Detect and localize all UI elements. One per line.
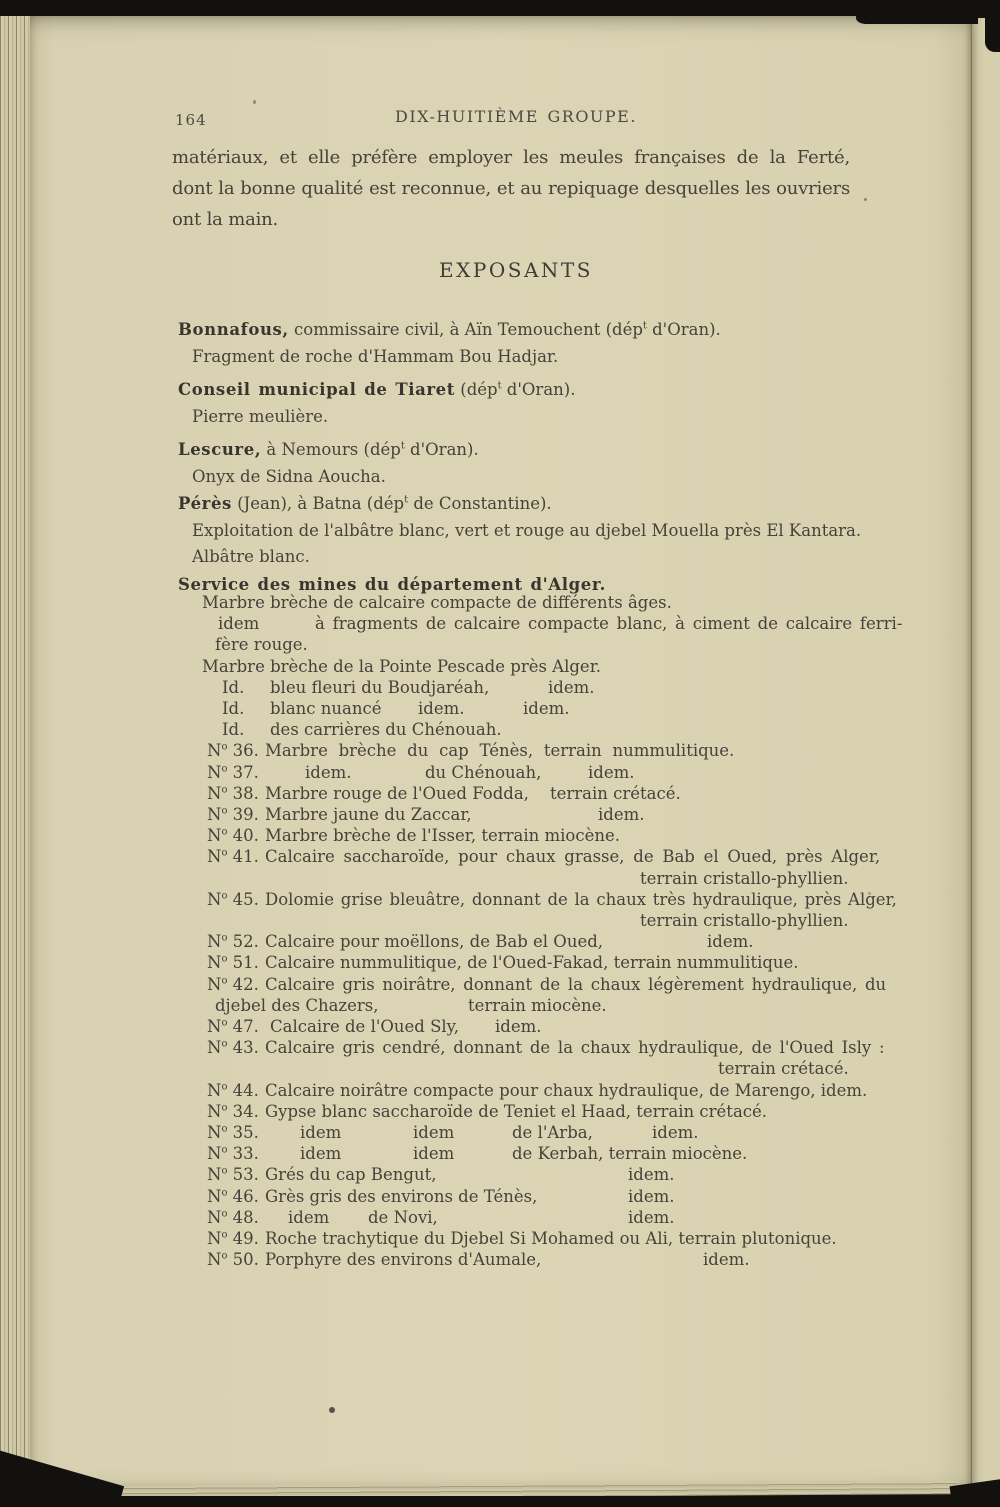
specimen-line <box>180 825 890 846</box>
line-segment: djebel des Chazers, <box>215 995 379 1015</box>
specimen-line <box>180 1207 890 1228</box>
exhibitor-info: (Jean), à Batna (dép$^t$ de Constantine). <box>231 494 552 513</box>
paragraph-line: dont la bonne qualité est reconnue, et au repiquage desquelles les ouvriers <box>172 178 850 199</box>
specimen-line <box>180 952 890 973</box>
mineral-specimen-list <box>180 592 903 1292</box>
line-segment: Calcaire noirâtre compacte pour chaux hydraulique, de Marengo, idem. <box>265 1080 868 1100</box>
line-segment: $N^o$ 42. <box>207 974 259 994</box>
next-page-edge <box>972 18 1000 1492</box>
ink-speck <box>864 198 867 201</box>
line-segment: idem. <box>707 932 754 952</box>
line-segment: de Novi, <box>368 1207 438 1227</box>
exhibitor-name: Lescure, <box>178 440 262 459</box>
line-segment: terrain cristallo-phyllien. <box>640 868 849 888</box>
ink-speck <box>253 100 256 104</box>
line-segment: idem. <box>703 1250 750 1270</box>
specimen-line <box>180 846 890 867</box>
line-segment: idem. <box>628 1165 675 1185</box>
line-segment: fère rouge. <box>215 635 308 655</box>
specimen-line <box>180 592 890 613</box>
line-segment: bleu fleuri du Boudjaréah, <box>270 677 490 697</box>
line-segment: Calcaire gris cendré, donnant de la chaux hydraulique, de l'Oued Isly : <box>265 1038 885 1058</box>
exhibitor-heading <box>178 377 575 404</box>
specimen-line <box>180 1186 890 1207</box>
line-segment: $N^o$ 35. <box>207 1123 259 1142</box>
exhibitor-heading <box>178 317 721 344</box>
exhibit-item: Exploitation de l'albâtre blanc, vert et rouge au djebel Mouella près El Kantara. <box>192 520 862 540</box>
line-segment: Roche trachytique du Djebel Si Mohamed ou Ali, terrain plutonique. <box>265 1229 837 1248</box>
exhibitor-name: Bonnafous, <box>178 320 289 339</box>
line-segment: $N^o$ 33. <box>207 1144 259 1164</box>
line-segment: Id. <box>222 677 245 697</box>
line-segment: $N^o$ 48. <box>207 1207 259 1227</box>
line-segment: $N^o$ 46. <box>207 1186 259 1206</box>
specimen-line <box>180 1080 890 1101</box>
line-segment: terrain crétacé. <box>550 783 681 803</box>
line-segment: idem. <box>305 762 352 782</box>
line-segment: $N^o$ 39. <box>207 805 259 824</box>
ink-speck <box>329 1407 335 1413</box>
line-segment: $N^o$ 47. <box>207 1017 259 1036</box>
scanner-background-top-right <box>856 0 978 24</box>
line-segment: Id. <box>222 699 245 718</box>
running-header <box>150 107 882 126</box>
line-segment: idem <box>300 1123 342 1142</box>
intro-paragraph <box>172 142 850 235</box>
line-segment: idem <box>300 1144 342 1164</box>
line-segment: idem. <box>628 1186 675 1206</box>
specimen-line <box>180 719 890 740</box>
line-segment: idem. <box>523 699 570 718</box>
line-segment: Porphyre des environs d'Aumale, <box>265 1250 542 1270</box>
specimen-line <box>180 931 890 952</box>
line-segment: $N^o$ 43. <box>207 1038 259 1058</box>
line-segment: Grés du cap Bengut, <box>265 1165 437 1185</box>
exhibit-item: Fragment de roche d'Hammam Bou Hadjar. <box>192 346 559 366</box>
specimen-line <box>180 804 890 825</box>
line-segment: du Chénouah, <box>425 762 542 782</box>
specimen-line <box>180 783 890 804</box>
line-segment: idem. <box>588 762 635 782</box>
line-segment: Marbre brèche de calcaire compacte de différents âges. <box>202 593 672 612</box>
specimen-line <box>180 677 890 698</box>
line-segment: idem. <box>548 677 595 697</box>
line-segment: idem <box>413 1123 455 1142</box>
line-segment: Calcaire nummulitique, de l'Oued-Fakad, terrain nummulitique. <box>265 953 799 973</box>
line-segment: idem. <box>628 1207 675 1227</box>
line-segment: terrain crétacé. <box>718 1059 849 1079</box>
line-segment: $N^o$ 51. <box>207 953 259 973</box>
line-segment: idem <box>218 614 260 634</box>
exhibitor-entry <box>178 317 721 370</box>
specimen-line <box>180 1037 890 1058</box>
line-segment: Marbre rouge de l'Oued Fodda, <box>265 783 529 803</box>
line-segment: Marbre jaune du Zaccar, <box>265 805 472 824</box>
line-segment: $N^o$ 34. <box>207 1101 259 1121</box>
exhibitor-entry <box>178 377 575 430</box>
exhibitor-heading <box>178 491 861 518</box>
exhibitor-name: Pérès <box>178 494 232 513</box>
line-segment: $N^o$ 40. <box>207 826 259 846</box>
specimen-line <box>180 634 890 655</box>
paragraph-line: ont la main. <box>172 209 279 230</box>
line-segment: de l'Arba, <box>512 1123 593 1142</box>
specimen-line <box>180 1122 890 1143</box>
specimen-line <box>180 740 890 761</box>
line-segment: Calcaire de l'Oued Sly, <box>270 1017 460 1036</box>
line-segment: Calcaire pour moëllons, de Bab el Oued, <box>265 932 604 952</box>
exhibitor-heading <box>178 437 479 464</box>
exhibitor-name: Conseil municipal de Tiaret <box>178 380 456 399</box>
line-segment: blanc nuancé <box>270 699 382 718</box>
specimen-line <box>180 698 890 719</box>
line-segment: $N^o$ 45. <box>207 889 259 909</box>
exhibitor-name: Service des mines du département d'Alger. <box>178 575 606 594</box>
line-segment: Id. <box>222 720 245 740</box>
line-segment: Calcaire saccharoïde, pour chaux grasse, de Bab el Oued, près Alger, <box>265 847 881 867</box>
exhibit-item: Albâtre blanc. <box>192 547 310 566</box>
line-segment: Gypse blanc saccharoïde de Teniet el Haad, terrain crétacé. <box>265 1101 768 1121</box>
line-segment: $N^o$ 50. <box>207 1250 259 1270</box>
specimen-line <box>180 1016 890 1037</box>
line-segment: $N^o$ 52. <box>207 932 259 952</box>
line-segment: Marbre brèche de l'Isser, terrain miocène. <box>265 826 620 846</box>
line-segment: de Kerbah, terrain miocène. <box>512 1144 748 1164</box>
specimen-line <box>180 974 890 995</box>
line-segment: Grès gris des environs de Ténès, <box>265 1186 538 1206</box>
line-segment: idem. <box>418 699 465 718</box>
section-heading: EXPOSANTS <box>439 258 593 282</box>
paragraph-line: matériaux, et elle préfère employer les meules françaises de la Ferté, <box>172 147 850 168</box>
exhibitor-info: commissaire civil, à Aïn Temouchent (dép$^t$ d'Oran). <box>288 320 721 339</box>
specimen-line <box>180 1101 890 1122</box>
scanner-background-corner <box>985 0 1000 52</box>
line-segment: des carrières du Chénouah. <box>270 720 502 740</box>
line-segment: Marbre brèche de la Pointe Pescade près Alger. <box>202 656 602 676</box>
line-segment: Marbre brèche du cap Ténès, terrain nummulitique. <box>265 741 735 761</box>
line-segment: $N^o$ 38. <box>207 783 259 803</box>
line-segment: Calcaire gris noirâtre, donnant de la chaux légèrement hydraulique, du <box>265 974 887 994</box>
line-segment: idem. <box>495 1017 542 1036</box>
specimen-line <box>180 868 890 889</box>
specimen-line <box>180 656 890 677</box>
page-number: 164 <box>175 111 207 129</box>
line-segment: à fragments de calcaire compacte blanc, à ciment de calcaire ferri- <box>315 614 903 634</box>
ink-speck <box>868 892 871 895</box>
specimen-line <box>180 1164 890 1185</box>
line-segment: terrain cristallo-phyllien. <box>640 911 849 930</box>
exhibit-item: Pierre meulière. <box>192 406 329 426</box>
specimen-line <box>180 889 897 910</box>
book-page <box>30 15 972 1492</box>
line-segment: idem <box>288 1207 330 1227</box>
line-segment: $N^o$ 44. <box>207 1080 259 1100</box>
exhibitor-info: à Nemours (dép$^t$ d'Oran). <box>261 440 479 459</box>
specimen-line <box>180 1058 890 1079</box>
specimen-line <box>180 613 903 634</box>
scanner-background-bottom <box>0 1496 1000 1507</box>
line-segment: $N^o$ 53. <box>207 1165 259 1185</box>
specimen-line <box>180 1228 890 1249</box>
exhibit-item: Onyx de Sidna Aoucha. <box>192 466 386 486</box>
running-title: DIX-HUITIÈME GROUPE. <box>395 107 637 126</box>
line-segment: $N^o$ 37. <box>207 762 259 782</box>
line-segment: $N^o$ 49. <box>207 1229 259 1248</box>
specimen-line <box>180 910 890 931</box>
exhibitor-entry <box>178 437 479 490</box>
specimen-line <box>180 995 890 1016</box>
specimen-line <box>180 1143 890 1164</box>
line-segment: idem <box>413 1144 455 1164</box>
scanner-background-top <box>0 0 1000 16</box>
line-segment: $N^o$ 41. <box>207 847 259 867</box>
exhibitor-info: (dép$^t$ d'Oran). <box>455 380 576 399</box>
specimen-line <box>180 1249 890 1270</box>
specimen-line <box>180 762 890 783</box>
line-segment: idem. <box>598 805 645 824</box>
line-segment: idem. <box>652 1123 699 1142</box>
line-segment: $N^o$ 36. <box>207 741 259 761</box>
line-segment: Dolomie grise bleuâtre, donnant de la chaux très hydraulique, près Alger, <box>265 889 897 909</box>
line-segment: terrain miocène. <box>468 995 607 1015</box>
left-page-stack-edge <box>0 7 33 1493</box>
exhibitor-entry <box>178 491 861 571</box>
